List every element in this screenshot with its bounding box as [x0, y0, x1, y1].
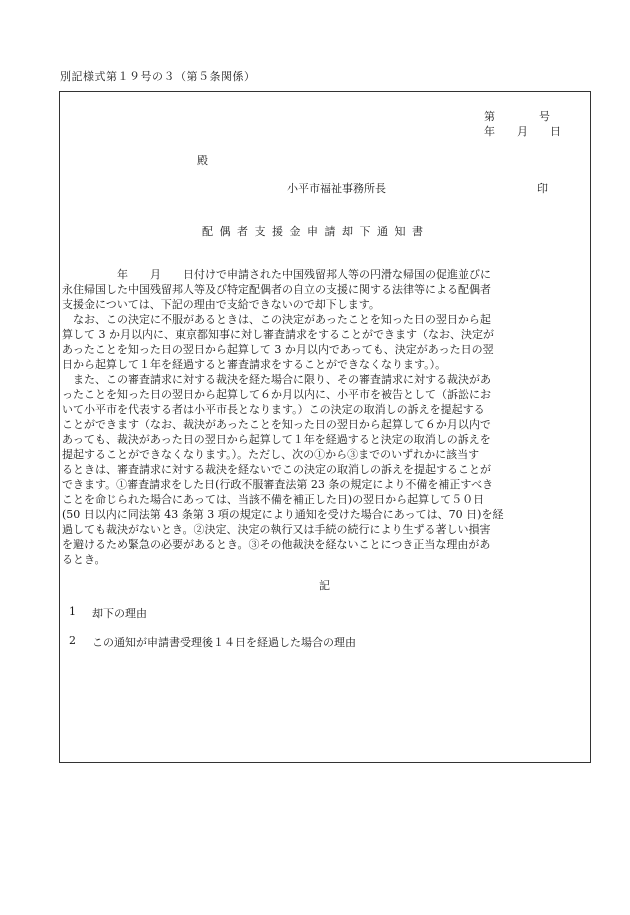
- body-line: るとき。: [62, 553, 106, 566]
- body-line: 年 月 日付けで申請された中国残留邦人等の円滑な帰国の促進並びに: [62, 268, 491, 281]
- form-identifier: 別記様式第１９号の３（第５条関係）: [60, 70, 256, 83]
- seal-mark: 印: [537, 182, 548, 195]
- item-rejection-reason: 却下の理由: [92, 607, 147, 620]
- body-line: いて小平市を代表する者は小平市長となります。）この決定の取消しの訴えを提起する: [62, 403, 485, 416]
- body-line: 支援金については、下記の理由で支給できないので却下します。: [62, 298, 380, 311]
- document-number-label: 第 号: [484, 110, 550, 123]
- body-line: るときは、審査請求に対する裁決を経ないでこの決定の取消しの訴えを提起することが: [62, 463, 491, 476]
- item-number: 2: [69, 634, 76, 647]
- body-line: ことができます（なお、裁決があったことを知った日の翌日から起算して６か月以内で: [62, 418, 491, 431]
- notice-frame: [59, 91, 591, 763]
- body-line: ことを命じられた場合にあっては、当該不備を補正した日)の翌日から起算して５０日: [62, 493, 485, 506]
- body-line: 提起することができなくなります。）。ただし、次の①から③までのいずれかに該当す: [62, 448, 480, 461]
- addressee-suffix: 殿: [197, 154, 208, 167]
- notice-body: [62, 267, 589, 567]
- body-line: 日から起算して１年を経過すると審査請求をすることができなくなります。）。: [62, 358, 447, 371]
- body-line: あっても、裁決があった日の翌日から起算して１年を経過すると決定の取消しの訴えを: [62, 433, 491, 446]
- item-number: 1: [69, 605, 76, 618]
- issue-date-label: 年 月 日: [484, 125, 561, 138]
- body-line: ったことを知った日の翌日から起算して６か月以内に、小平市を被告として（訴訟にお: [62, 388, 491, 401]
- item-delay-reason: この通知が申請書受理後１４日を経過した場合の理由: [92, 636, 356, 649]
- body-line: また、この審査請求に対する裁決を経た場合に限り、その審査請求に対する裁決があ: [62, 373, 491, 386]
- issuer-name: 小平市福祉事務所長: [287, 182, 386, 195]
- body-line: 算して 3 か月以内に、東京都知事に対し審査請求をすることができます（なお、決定が: [62, 328, 494, 341]
- note-heading: 記: [319, 579, 330, 592]
- body-line: を避けるため緊急の必要があるとき。③その他裁決を経ないことにつき正当な理由があ: [62, 538, 491, 551]
- body-line: (50 日以内に同法第 43 条第 3 項の規定により通知を受けた場合にあっては、70 日)を経: [62, 508, 504, 521]
- notice-title: 配偶者支援金申請却下通知書: [202, 225, 430, 238]
- body-line: なお、この決定に不服があるときは、この決定があったことを知った日の翌日から起: [62, 313, 491, 326]
- body-line: 永住帰国した中国残留邦人等及び特定配偶者の自立の支援に関する法律等による配偶者: [62, 283, 491, 296]
- body-line: あったことを知った日の翌日から起算して 3 か月以内であっても、決定があった日の翌: [62, 343, 494, 356]
- body-line: 過しても裁決がないとき。②決定、決定の執行又は手続の続行により生ずる著しい損害: [62, 523, 491, 536]
- body-line: できます。①審査請求をした日(行政不服審査法第 23 条の規定により不備を補正すべき: [62, 478, 494, 491]
